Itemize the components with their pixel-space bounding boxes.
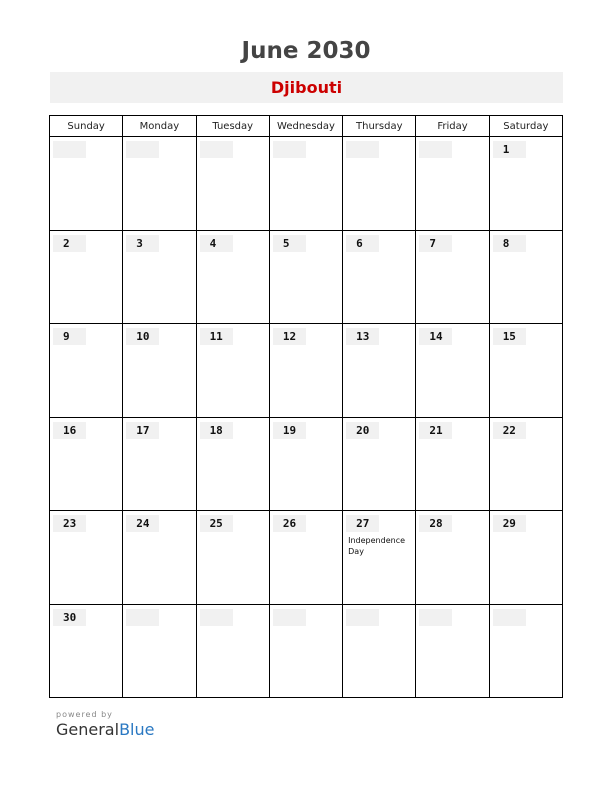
calendar-week-row <box>50 137 563 231</box>
day-number: 3 <box>126 235 159 252</box>
day-number: 6 <box>346 235 379 252</box>
calendar-day-cell <box>489 511 562 605</box>
day-number: 12 <box>273 328 306 345</box>
calendar-day-cell <box>489 604 562 698</box>
day-number: 1 <box>493 141 526 158</box>
day-number <box>273 141 306 158</box>
day-number <box>53 141 86 158</box>
day-number <box>273 609 306 626</box>
day-number: 5 <box>273 235 306 252</box>
day-number <box>346 609 379 626</box>
day-number: 9 <box>53 328 86 345</box>
calendar-day-cell <box>416 324 489 418</box>
weekday-header: Monday <box>123 116 196 137</box>
day-number: 25 <box>200 515 233 532</box>
day-number: 27 <box>346 515 379 532</box>
calendar-day-cell <box>269 511 342 605</box>
weekday-header: Friday <box>416 116 489 137</box>
calendar-day-cell <box>50 230 123 324</box>
calendar-day-cell <box>50 511 123 605</box>
calendar-day-cell <box>196 230 269 324</box>
calendar-grid <box>49 115 563 698</box>
calendar-day-cell <box>343 230 416 324</box>
calendar-day-cell <box>343 137 416 231</box>
brand-name-part2: Blue <box>119 720 155 739</box>
holiday-label: Independence Day <box>348 536 406 556</box>
day-number <box>419 609 452 626</box>
day-number: 20 <box>346 422 379 439</box>
footer-branding <box>56 710 154 739</box>
calendar-day-cell <box>489 324 562 418</box>
day-number: 23 <box>53 515 86 532</box>
day-number: 2 <box>53 235 86 252</box>
day-number: 22 <box>493 422 526 439</box>
calendar-day-cell <box>416 137 489 231</box>
calendar-week-row <box>50 604 563 698</box>
calendar-day-cell <box>50 137 123 231</box>
day-number <box>126 609 159 626</box>
calendar-week-row <box>50 230 563 324</box>
day-number <box>126 141 159 158</box>
day-number: 15 <box>493 328 526 345</box>
calendar-day-cell <box>196 417 269 511</box>
calendar-day-cell <box>123 511 196 605</box>
day-number <box>493 609 526 626</box>
calendar-day-cell <box>269 230 342 324</box>
country-banner <box>50 72 563 103</box>
calendar-day-cell <box>196 511 269 605</box>
day-number: 17 <box>126 422 159 439</box>
day-number <box>346 141 379 158</box>
calendar-day-cell <box>489 417 562 511</box>
calendar-day-cell <box>50 324 123 418</box>
day-number: 7 <box>419 235 452 252</box>
day-number: 4 <box>200 235 233 252</box>
day-number: 18 <box>200 422 233 439</box>
calendar-day-cell <box>123 417 196 511</box>
weekday-header: Thursday <box>343 116 416 137</box>
day-number: 28 <box>419 515 452 532</box>
day-number: 16 <box>53 422 86 439</box>
calendar-day-cell <box>416 230 489 324</box>
weekday-header: Tuesday <box>196 116 269 137</box>
country-name: Djibouti <box>270 78 343 97</box>
calendar-day-cell <box>123 324 196 418</box>
weekday-header: Wednesday <box>269 116 342 137</box>
brand-logo <box>56 720 154 739</box>
calendar-day-cell <box>489 137 562 231</box>
weekday-header-row <box>50 116 563 137</box>
calendar-week-row <box>50 324 563 418</box>
calendar-day-cell <box>343 604 416 698</box>
calendar-day-cell <box>416 511 489 605</box>
day-number: 21 <box>419 422 452 439</box>
calendar-day-cell <box>196 324 269 418</box>
day-number: 14 <box>419 328 452 345</box>
day-number: 10 <box>126 328 159 345</box>
day-number: 30 <box>53 609 86 626</box>
calendar-day-cell <box>343 324 416 418</box>
day-number: 11 <box>200 328 233 345</box>
calendar-day-cell <box>123 137 196 231</box>
day-number <box>200 141 233 158</box>
brand-name-part1: General <box>56 720 120 739</box>
calendar-day-cell <box>343 417 416 511</box>
calendar-day-cell <box>50 604 123 698</box>
day-number: 26 <box>273 515 306 532</box>
calendar-day-cell <box>269 137 342 231</box>
calendar-week-row <box>50 417 563 511</box>
day-number <box>419 141 452 158</box>
calendar-day-cell <box>123 604 196 698</box>
calendar-day-cell <box>269 324 342 418</box>
day-number: 24 <box>126 515 159 532</box>
calendar-day-cell <box>123 230 196 324</box>
calendar-day-cell <box>196 604 269 698</box>
day-number: 13 <box>346 328 379 345</box>
calendar-week-row <box>50 511 563 605</box>
day-number: 29 <box>493 515 526 532</box>
calendar-day-cell <box>416 604 489 698</box>
powered-by-text: powered by <box>56 710 113 719</box>
day-number <box>200 609 233 626</box>
calendar-day-cell <box>489 230 562 324</box>
calendar-day-cell <box>269 604 342 698</box>
day-number: 8 <box>493 235 526 252</box>
day-number: 19 <box>273 422 306 439</box>
weekday-header: Saturday <box>489 116 562 137</box>
calendar-day-cell <box>343 511 416 605</box>
calendar-day-cell <box>269 417 342 511</box>
calendar-day-cell <box>196 137 269 231</box>
page-title: June 2030 <box>241 38 371 64</box>
calendar-day-cell <box>416 417 489 511</box>
weekday-header: Sunday <box>50 116 123 137</box>
calendar-day-cell <box>50 417 123 511</box>
